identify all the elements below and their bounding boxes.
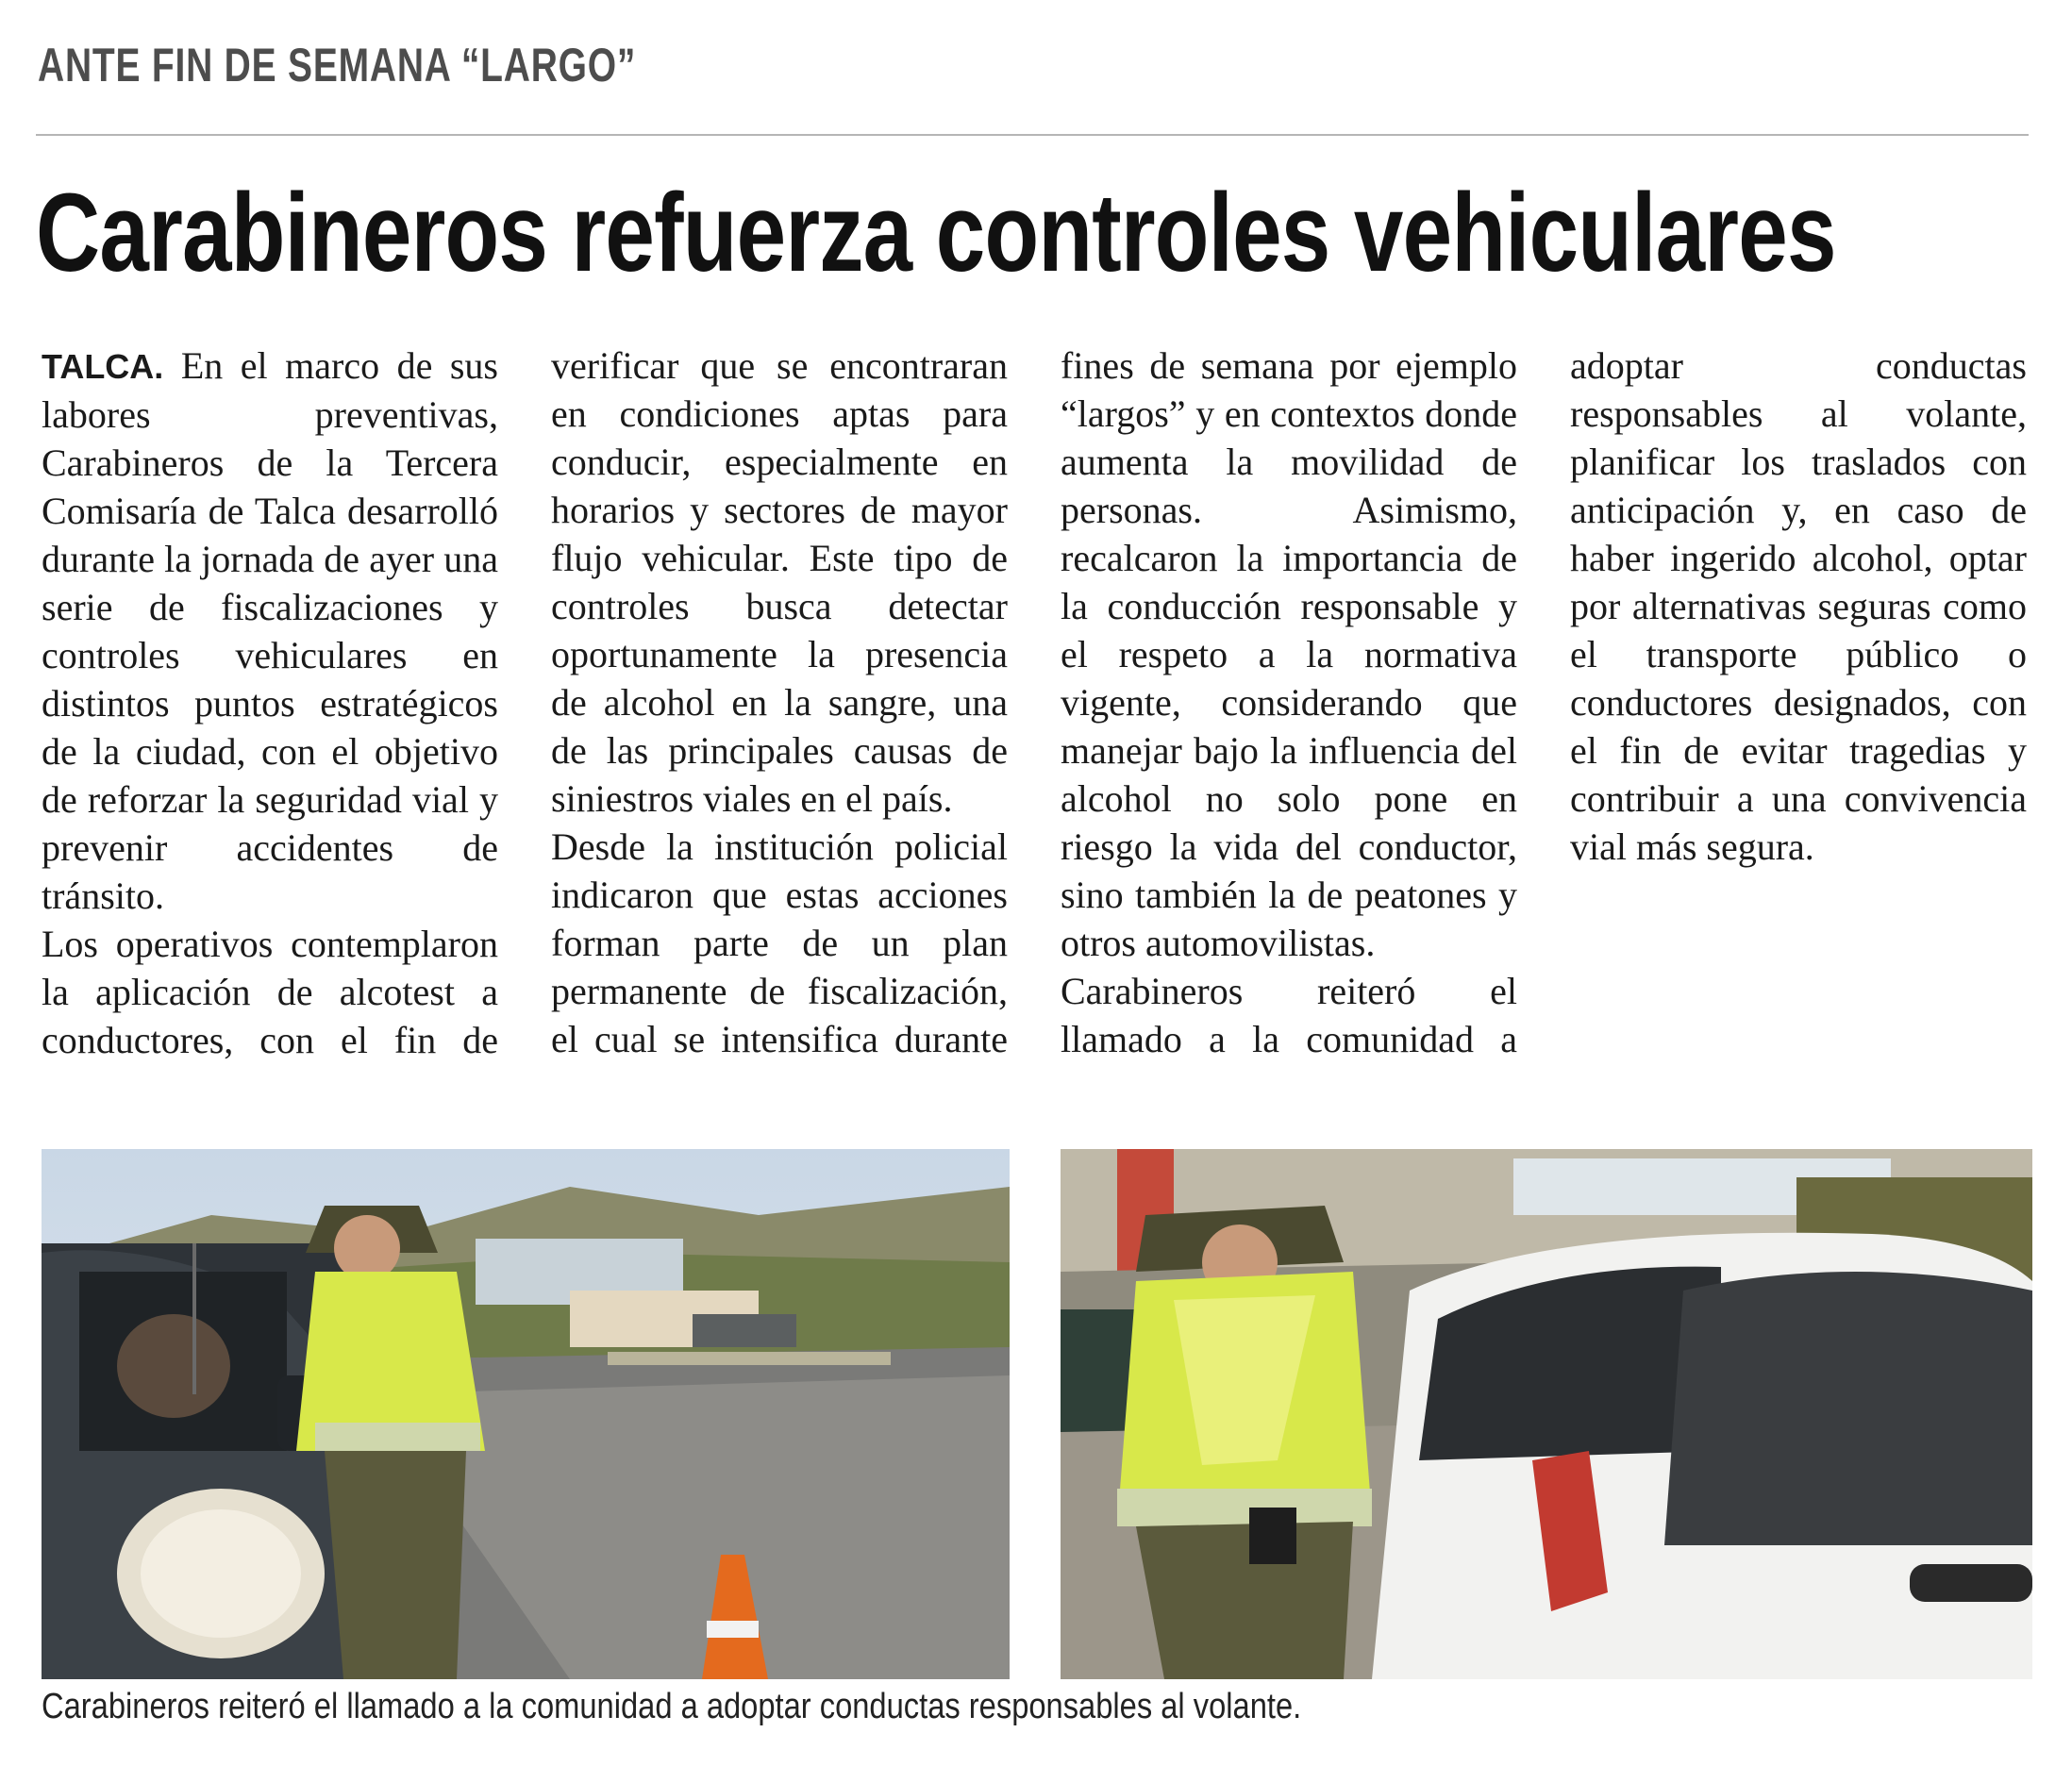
photo-officer-alcotest-roadside [42,1149,1010,1679]
section-divider [36,134,2029,136]
paragraph-1-text: En el marco de sus labores preventivas, Carabineros de la Tercera Comisaría de Talca desarrolló durante la jornada de ayer una serie de fiscalizaciones y controles vehiculares en distintos puntos estratégicos de la ciudad, con el objetivo de reforzar la seguridad vial y prevenir accidentes de tránsito. [42,344,498,917]
kicker: ANTE FIN DE SEMANA “LARGO” [38,39,637,92]
headline: Carabineros refuerza controles vehiculares [36,171,1836,295]
photo-officer-white-car-inspection [1061,1149,2032,1679]
paragraph-1 [42,342,498,920]
paragraph-3: Desde la institución policial indicaron que estas acciones forman parte de un plan permanente de fiscalización, el cual se intensifica durante fines de semana por ejemplo “largos” y en contextos donde aumenta la movilidad de personas. Asimismo, recalcaron la importancia de la conducción responsable y el respeto a la normativa vigente, considerando que manejar bajo la influencia del alcohol no solo pone en riesgo la vida del conductor, sino también la de peatones y otros automovilistas. [551,344,1517,1060]
paragraph-4: Carabineros reiteró el llamado a la comunidad a adoptar conductas responsables al volante, planificar los traslados con anticipación y, en caso de haber ingerido alcohol, optar por alternativas seguras como el transporte público o conductores designados, con el fin de evitar tragedias y contribuir a una convivencia vial más segura. [1061,344,2027,1060]
paragraph-2: Los operativos contemplaron la aplicación de alcotest a conductores, con el fin de verificar que se encontraran en condiciones aptas para conducir, especialmente en horarios y sectores de mayor flujo vehicular. Este tipo de controles busca detectar oportunamente la presencia de alcohol en la sangre, una de las principales causas de siniestros viales en el país. [42,344,1008,1061]
article-body [42,342,2027,1068]
dateline: TALCA. [42,347,164,386]
photo-caption: Carabineros reiteró el llamado a la comunidad a adoptar conductas responsables al volante. [42,1687,1302,1726]
